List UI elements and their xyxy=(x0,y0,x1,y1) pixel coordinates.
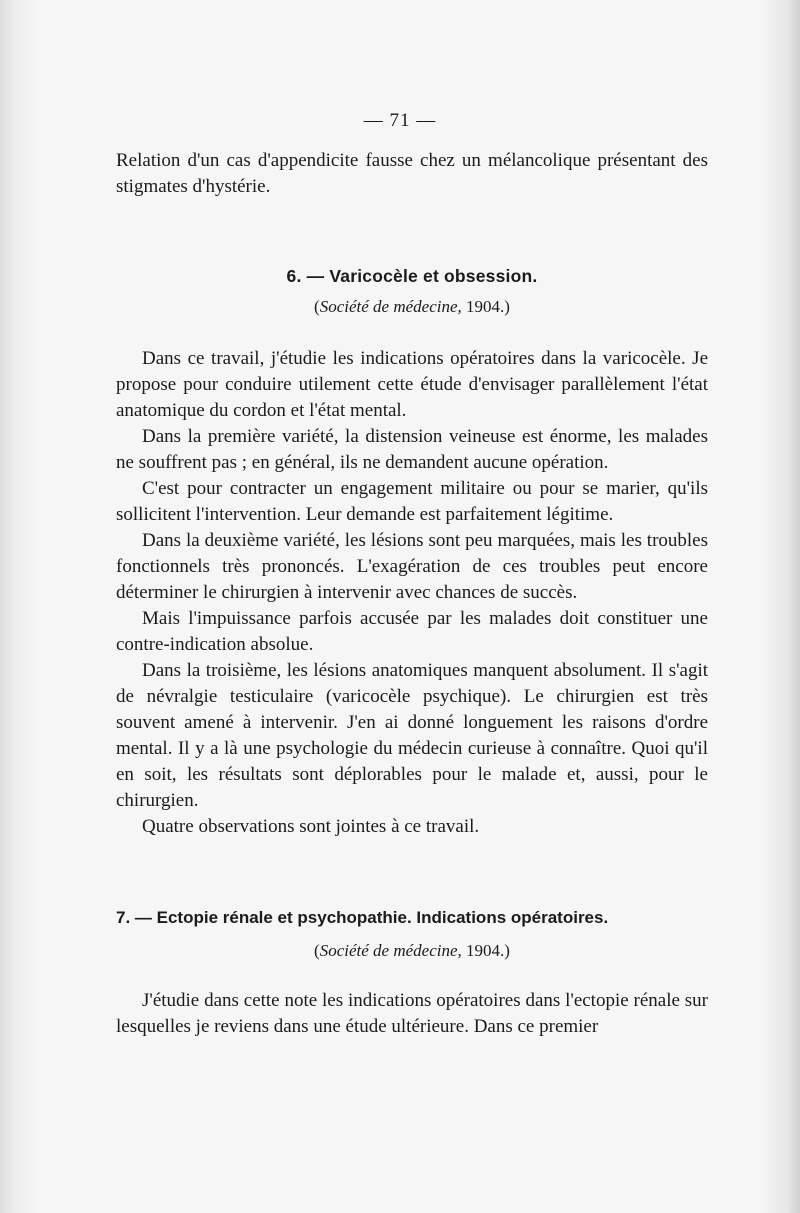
section-6-body xyxy=(116,346,708,840)
section-6-title: 6. — Varicocèle et obsession. xyxy=(286,266,538,286)
section-7-source: (Société de médecine, 1904.) xyxy=(314,941,510,960)
section-7-paragraph: J'étudie dans cette note les indications opératoires dans l'ectopie rénale sur lesquelles je reviens dans une étude ultérieure. Dans ce premier xyxy=(116,990,708,1037)
page-number: — 71 — xyxy=(363,110,437,131)
intro-paragraph: Relation d'un cas d'appendicite fausse chez un mélancolique présentant des stigmates d'hystérie. xyxy=(116,150,708,197)
section-6-paragraph: C'est pour contracter un engagement militaire ou pour se marier, qu'ils sollicitent l'intervention. Leur demande est parfaitement légitime. xyxy=(116,478,708,525)
section-6-paragraph: Dans la première variété, la distension veineuse est énorme, les malades ne souffrent pas ; en général, ils ne demandent aucune opération. xyxy=(116,426,708,473)
section-6-paragraph: Dans ce travail, j'étudie les indications opératoires dans la varicocèle. Je propose pour conduire utilement cette étude d'envisager parallèlement l'état anatomique du cordon et l'état mental. xyxy=(116,348,708,421)
section-6-source: (Société de médecine, 1904.) xyxy=(314,297,510,316)
section-6-source-year: 1904. xyxy=(466,297,505,316)
section-7-title: 7. — Ectopie rénale et psychopathie. Indications opératoires. xyxy=(116,908,609,927)
section-7-body xyxy=(116,988,708,1040)
section-6-paragraph: Quatre observations sont jointes à ce travail. xyxy=(142,816,480,837)
section-6-paragraph: Dans la deuxième variété, les lésions sont peu marquées, mais les troubles fonctionnels très prononcés. L'exagération de ces troubles peut encore déterminer le chirurgien à intervenir avec chances de succès. xyxy=(116,530,708,603)
section-6-paragraph: Dans la troisième, les lésions anatomiques manquent absolument. Il s'agit de névralgie testiculaire (varicocèle psychique). Le chirurgien est très souvent amené à intervenir. J'en ai donné longuement les raisons d'ordre mental. Il y a là une psychologie du médecin curieuse à connaître. Quoi qu'il en soit, les résultats sont déplorables pour le malade et, aussi, pour le chirurgien. xyxy=(116,660,708,811)
section-7-source-year: 1904. xyxy=(466,941,505,960)
section-7-source-journal: Société de médecine, xyxy=(319,941,462,960)
section-6-source-journal: Société de médecine, xyxy=(319,297,462,316)
section-6-paragraph: Mais l'impuissance parfois accusée par les malades doit constituer une contre-indication absolue. xyxy=(116,608,708,655)
intro-text xyxy=(116,148,708,200)
